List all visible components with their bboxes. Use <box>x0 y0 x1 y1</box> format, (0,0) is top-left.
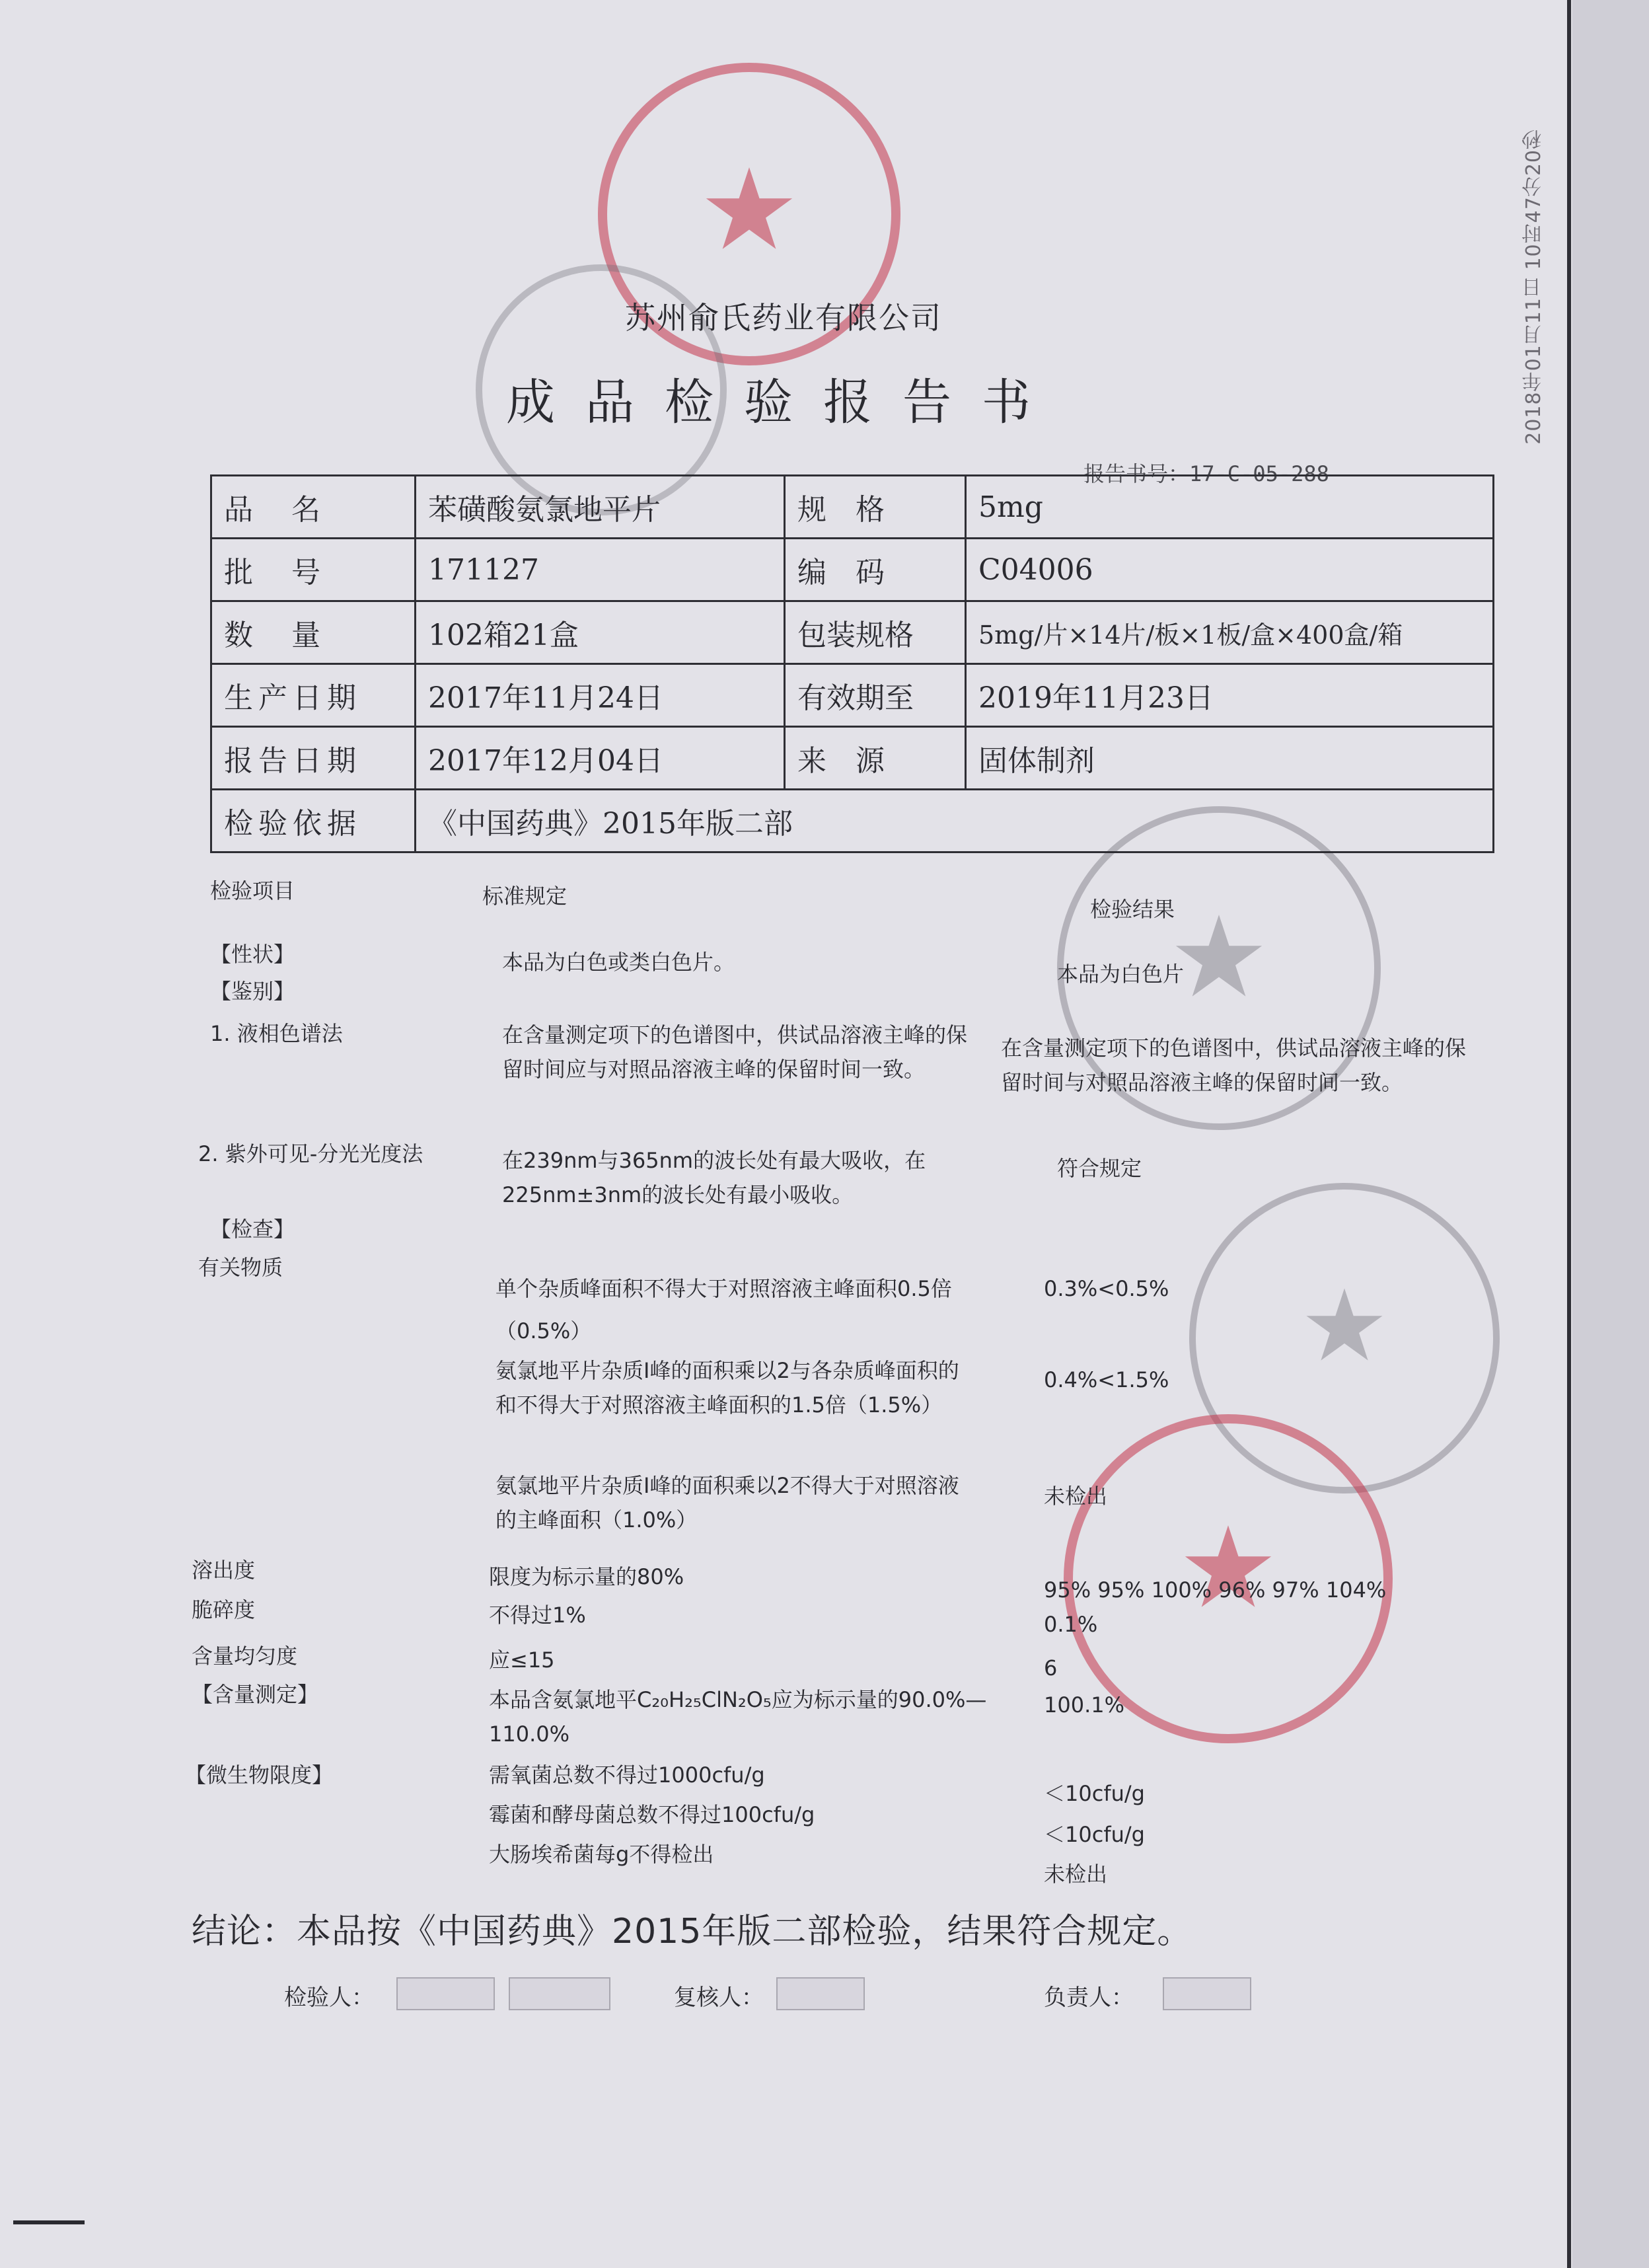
product-value: 苯磺酸氨氯地平片 <box>416 476 785 539</box>
conclusion: 结论：本品按《中国药典》2015年版二部检验，结果符合规定。 <box>192 1912 1192 1951</box>
package-label: 包装规格 <box>785 601 966 664</box>
code-value: C04006 <box>966 539 1494 601</box>
table-row <box>211 727 1494 790</box>
mfg-date-value: 2017年11月24日 <box>416 664 785 727</box>
test-result: 0.3%<0.5% <box>1044 1276 1169 1301</box>
test-item: 【性状】 <box>210 942 295 967</box>
inspector-label: 检验人： <box>284 1984 374 2011</box>
basis-label: 检验依据 <box>211 790 416 852</box>
inspector-seal <box>509 1977 610 2010</box>
batch-value: 171127 <box>416 539 785 601</box>
test-item: 含量均匀度 <box>192 1644 298 1669</box>
test-item: 有关物质 <box>198 1255 283 1280</box>
test-standard: 在含量测定项下的色谱图中，供试品溶液主峰的保留时间应与对照品溶液主峰的保留时间一致。 <box>502 1022 968 1082</box>
star-icon: ★ <box>1177 1503 1279 1634</box>
test-result: 100.1% <box>1044 1692 1125 1718</box>
scan-timestamp: 2018年01月11日 10时47分20秒 <box>1522 129 1545 445</box>
product-label: 品名 <box>211 476 416 539</box>
basis-value: 《中国药典》2015年版二部 <box>416 790 1494 852</box>
test-item: 1. 液相色谱法 <box>210 1021 343 1046</box>
test-item: 【微生物限度】 <box>185 1762 334 1788</box>
column-item-header: 检验项目 <box>210 878 295 903</box>
batch-label: 批号 <box>211 539 416 601</box>
spec-value: 5mg <box>966 476 1494 539</box>
quantity-value: 102箱21盒 <box>416 601 785 664</box>
test-standard: 不得过1% <box>489 1603 586 1628</box>
test-standard: 大肠埃希菌每g不得检出 <box>489 1842 714 1867</box>
company-name: 苏州俞氏药业有限公司 <box>625 300 942 336</box>
quantity-label: 数量 <box>211 601 416 664</box>
manager-seal <box>1163 1977 1251 2010</box>
table-row <box>211 601 1494 664</box>
test-standard: 在239nm与365nm的波长处有最大吸收，在225nm±3nm的波长处有最小吸收。 <box>502 1148 926 1207</box>
report-number: 报告书号：17-C-05-288 <box>1083 461 1329 486</box>
star-icon: ★ <box>1300 1269 1389 1384</box>
table-row <box>211 664 1494 727</box>
source-value: 固体制剂 <box>966 727 1494 790</box>
test-result: 在含量测定项下的色谱图中，供试品溶液主峰的保留时间与对照品溶液主峰的保留时间一致。 <box>1001 1036 1467 1095</box>
code-label: 编码 <box>785 539 966 601</box>
test-standard: 限度为标示量的80% <box>489 1564 684 1589</box>
report-date-value: 2017年12月04日 <box>416 727 785 790</box>
test-item: 溶出度 <box>192 1558 256 1583</box>
test-result: 符合规定 <box>1057 1156 1142 1181</box>
test-result: 95% 95% 100% 96% 97% 104% <box>1044 1577 1387 1603</box>
package-value: 5mg/片×14片/板×1板/盒×400盒/箱 <box>966 601 1494 664</box>
table-row <box>211 476 1494 539</box>
expiry-label: 有效期至 <box>785 664 966 727</box>
product-info-table <box>210 474 1494 853</box>
test-item: 【检查】 <box>210 1217 295 1242</box>
expiry-value: 2019年11月23日 <box>966 664 1494 727</box>
test-standard: 霉菌和酵母菌总数不得过100cfu/g <box>489 1802 815 1827</box>
table-row <box>211 790 1494 852</box>
test-standard: 需氧菌总数不得过1000cfu/g <box>489 1762 765 1788</box>
test-result: 0.4%<1.5% <box>1044 1367 1169 1392</box>
manager-label: 负责人： <box>1044 1984 1134 2011</box>
test-result: 未检出 <box>1044 1484 1108 1509</box>
test-result: 本品为白色片 <box>1057 962 1185 987</box>
scan-edge-mark <box>13 2220 85 2224</box>
test-item: 2. 紫外可见-分光光度法 <box>198 1141 423 1166</box>
test-result: 0.1% <box>1044 1612 1098 1637</box>
reviewer-seal <box>776 1977 865 2010</box>
test-item: 【鉴别】 <box>210 979 295 1004</box>
scanner-margin <box>1572 0 1649 2268</box>
test-standard: 本品含氨氯地平C₂₀H₂₅ClN₂O₅应为标示量的90.0%—110.0% <box>489 1687 987 1747</box>
test-standard: 氨氯地平片杂质Ⅰ峰的面积乘以2不得大于对照溶液的主峰面积（1.0%） <box>495 1473 959 1532</box>
star-icon: ★ <box>1168 892 1270 1023</box>
test-standard: 本品为白色或类白色片。 <box>502 950 735 975</box>
column-standard-header: 标准规定 <box>482 884 568 909</box>
star-icon: ★ <box>698 145 800 276</box>
report-title: 成品检验报告书 <box>506 374 1061 431</box>
test-result: 未检出 <box>1044 1862 1108 1887</box>
test-item: 脆碎度 <box>192 1597 256 1622</box>
mfg-date-label: 生产日期 <box>211 664 416 727</box>
test-standard: 单个杂质峰面积不得大于对照溶液主峰面积0.5倍（0.5%） <box>495 1276 952 1343</box>
reviewer-label: 复核人： <box>674 1984 764 2011</box>
spec-label: 规格 <box>785 476 966 539</box>
inspector-seal <box>396 1977 495 2010</box>
column-result-header: 检验结果 <box>1090 897 1175 922</box>
test-item: 【含量测定】 <box>192 1682 319 1707</box>
source-label: 来源 <box>785 727 966 790</box>
test-result: 6 <box>1044 1655 1058 1681</box>
test-result: ＜10cfu/g <box>1044 1781 1145 1806</box>
report-date-label: 报告日期 <box>211 727 416 790</box>
test-standard: 应≤15 <box>489 1647 555 1673</box>
test-standard: 氨氯地平片杂质Ⅰ峰的面积乘以2与各杂质峰面积的和不得大于对照溶液主峰面积的1.5倍（1.5%） <box>495 1358 959 1418</box>
test-result: ＜10cfu/g <box>1044 1822 1145 1847</box>
table-row <box>211 539 1494 601</box>
